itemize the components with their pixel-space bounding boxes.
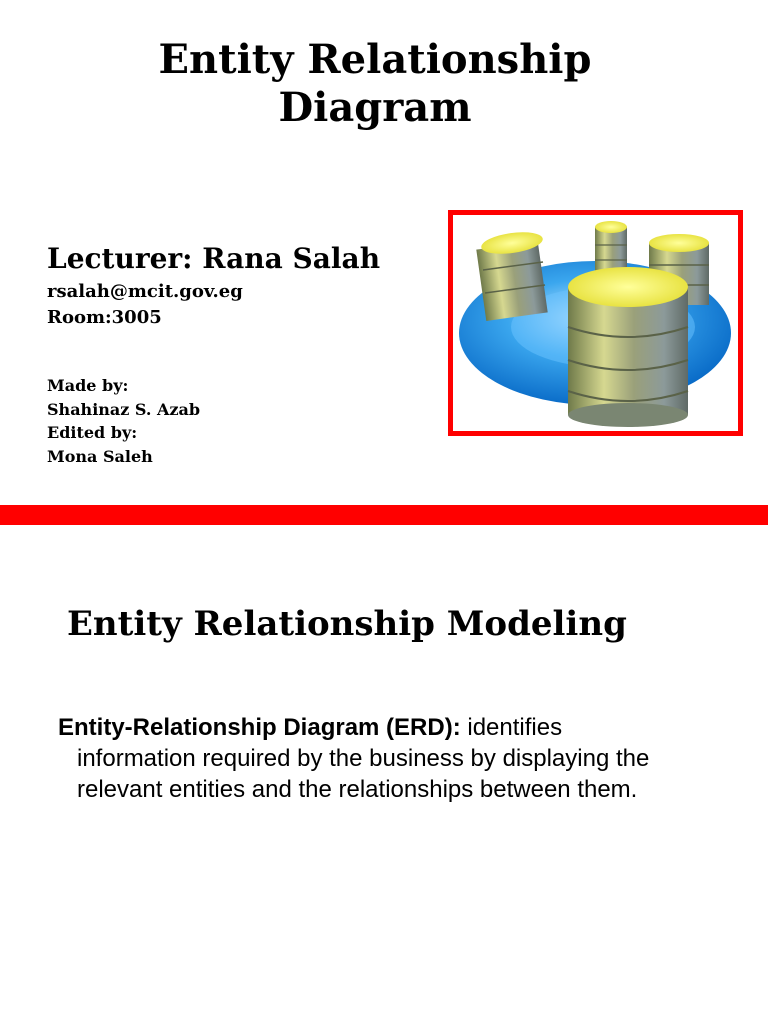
made-by-label: Made by: bbox=[47, 376, 129, 395]
edited-by-label: Edited by: bbox=[47, 423, 138, 442]
slide-divider bbox=[0, 505, 768, 525]
definition-line-2: information required by the business by displaying the bbox=[77, 745, 650, 772]
edited-by-name: Mona Saleh bbox=[47, 446, 153, 466]
slide-2 bbox=[0, 525, 768, 1024]
credits bbox=[47, 374, 200, 468]
definition-line-1: identifies bbox=[460, 714, 563, 741]
lecturer-email: rsalah@mcit.gov.eg bbox=[47, 281, 243, 302]
slide-2-title: Entity Relationship Modeling bbox=[67, 604, 627, 644]
lecturer-room: Room:3005 bbox=[47, 307, 162, 328]
lecturer-name: Lecturer: Rana Salah bbox=[47, 242, 381, 275]
erd-term: Entity-Relationship Diagram (ERD): bbox=[58, 714, 461, 741]
database-image-frame bbox=[448, 210, 743, 436]
slide-1 bbox=[0, 0, 768, 505]
definition-line-3: relevant entities and the relationships between them. bbox=[77, 776, 638, 803]
slide-title-line-1: Entity Relationship bbox=[158, 36, 592, 83]
made-by-name: Shahinaz S. Azab bbox=[47, 399, 201, 419]
lecturer-contact bbox=[47, 279, 243, 331]
slide-title-line-2: Diagram bbox=[278, 84, 472, 131]
slide-title bbox=[0, 36, 750, 132]
erd-definition bbox=[58, 712, 738, 805]
database-cylinders-icon bbox=[453, 215, 738, 431]
